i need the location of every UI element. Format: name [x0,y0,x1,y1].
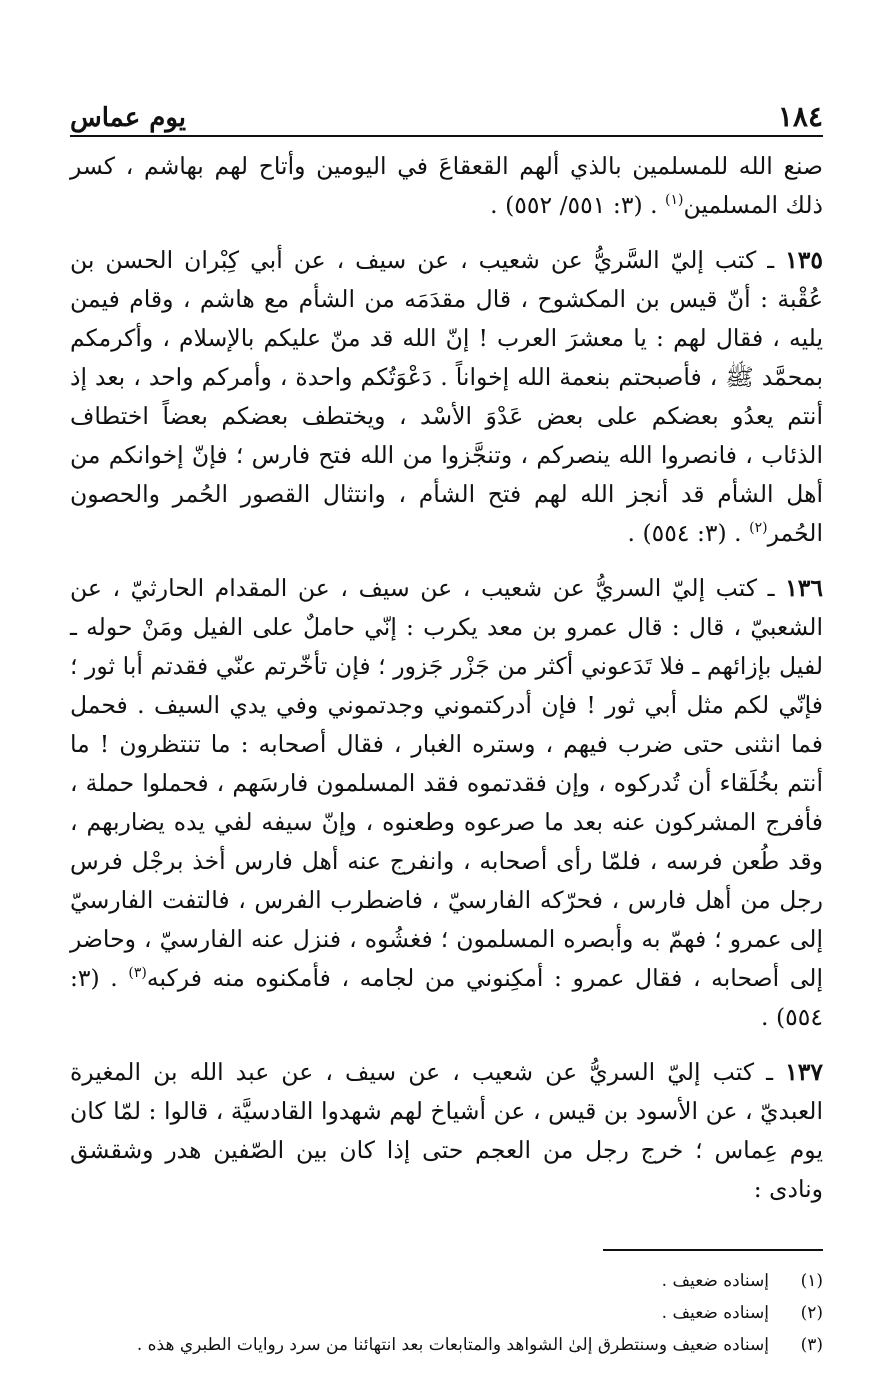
paragraph-continuation [70,147,823,225]
citation: . (٣: ٥٥٤) . [70,964,823,1031]
narration-135 [70,241,823,553]
footnote-mark: (٣) [800,1335,823,1355]
footnote-text: إسناده ضعيف . [661,1303,769,1323]
footnote-2 [70,1297,823,1329]
page-header [70,95,823,137]
footnote-text: إسناده ضعيف . [661,1271,769,1291]
paragraph-text: صنع الله للمسلمين بالذي ألهم القعقاعَ في اليومين وأتاح لهم بهاشم ، كسر ذلك المسلمين [70,152,823,219]
narration-number: ١٣٧ [785,1058,823,1086]
running-title: يوم عماس [70,103,187,133]
paragraph-text: ـ كتب إليّ السريُّ عن شعيب ، عن سيف ، عن عبد الله بن المغيرة العبديّ ، عن الأسود بن قيس ، عن أشياخ لهم شهدوا القادسيَّة ، قالوا : لمّا كان يوم عِماس ؛ خرج رجل من العجم حتى إذا كان بين الصّفين هدر وشقشق ونادى : [70,1058,823,1203]
footnote-separator [603,1249,823,1251]
main-text [70,147,823,1209]
footnote-3 [70,1329,823,1361]
citation: . (٣: ٥٥٤) . [627,519,742,547]
footnote-text: إسناده ضعيف وسنتطرق إلىٰ الشواهد والمتابعات بعد انتهائنا من سرد روايات الطبري هذه . [136,1335,769,1355]
footnote-mark: (٢) [800,1303,823,1323]
footnote-ref: (٢) [749,520,768,537]
narration-number: ١٣٥ [785,246,823,274]
footnote-mark: (١) [800,1271,823,1291]
footnotes [70,1265,823,1361]
narration-number: ١٣٦ [785,574,823,602]
footnote-ref: (١) [665,192,684,209]
footnote-ref: (٣) [128,965,147,982]
paragraph-text: ـ كتب إليّ السريُّ عن شعيب ، عن سيف ، عن المقدام الحارثيّ ، عن الشعبيّ ، قال : قال عمرو بن معد يكرب : إنّي حاملٌ على الفيل ومَنْ حوله ـ لفيل بإزائهم ـ فلا تَدَعوني أكثر من جَزْر جَزور ؛ فإن تأخّرتم عنّي فقدتم أبا ثور ؛ فإنّي لكم مثل أبي ثور ! فإن أدركتموني وجدتموني وفي يدي السيف . فحمل فما انثنى حتى ضرب فيهم ، وستره الغبار ، فقال أصحابه : ما تنتظرون ! ما أنتم بخُلَقاء أن تُدركوه ، وإن فقدتموه فقد المسلمون فارسَهم ، فحملوا حملة ، فأفرج المشركون عنه بعد ما صرعوه وطعنوه ، وإنّ سيفه لفي يده يضاربهم ، وقد طُعن فرسه ، فلمّا رأى أصحابه ، وانفرج عنه أهل فارس أخذ برجْل فرس رجل من أهل فارس ، فحرّكه الفارسيّ ، فاضطرب الفرس ، فالتفت الفارسيّ إلى عمرو ؛ فهمّ به وأبصره المسلمون ؛ فغشُوه ، فنزل عنه الفارسيّ ، وحاضر إلى أصحابه ، فقال عمرو : أمكِنوني من لجامه ، فأمكنوه منه فركبه [70,574,823,992]
narration-136 [70,569,823,1037]
citation: . (٣: ٥٥١/ ٥٥٢) . [490,191,658,219]
narration-137 [70,1053,823,1209]
paragraph-text: ـ كتب إليّ السَّريُّ عن شعيب ، عن سيف ، عن أبي كِبْران الحسن بن عُقْبة : أنّ قيس بن المكشوح ، قال مقدَمَه من الشأم مع هاشم ، وقام فيمن يليه ، فقال لهم : يا معشرَ العرب ! إنّ الله قد منّ عليكم بالإسلام ، وأكرمكم بمحمَّد ﷺ ، فأصبحتم بنعمة الله إخواناً . دَعْوَتُكم واحدة ، وأمركم واحد ، بعد إذ أنتم يعدُو بعضكم على بعض عَدْوَ الأسْد ، ويختطف بعضكم بعضاً اختطاف الذئاب ، فانصروا الله ينصركم ، وتنجَّزوا من الله فتح فارس ؛ فإنّ إخوانكم من أهل الشأم قد أنجز الله لهم فتح الشأم ، وانتثال القصور الحُمر والحصون الحُمر [70,246,823,547]
footnote-1 [70,1265,823,1297]
page-number: ١٨٤ [777,100,823,133]
